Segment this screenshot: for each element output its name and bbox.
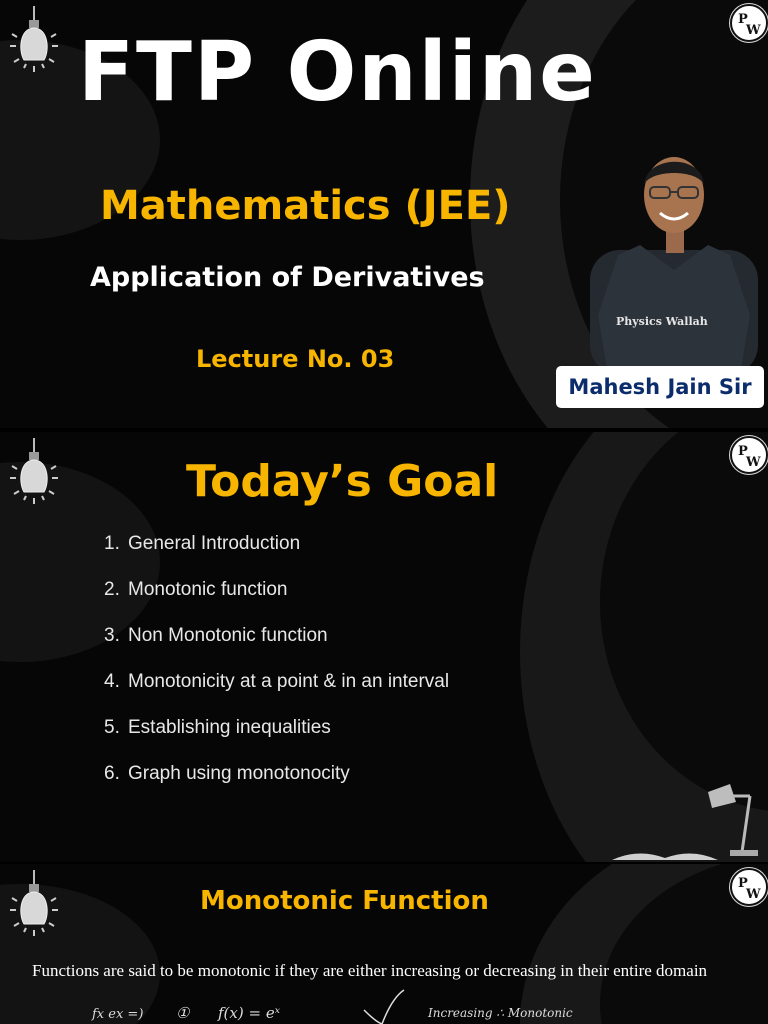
pw-logo-letter-p: P	[738, 444, 748, 459]
lightbulb-icon	[8, 870, 60, 948]
list-item-number: 3.	[104, 625, 120, 646]
chapter-title: Application of Derivatives	[90, 262, 485, 293]
list-item-text: Monotonicity at a point & in an interval	[128, 671, 450, 692]
handwriting-formula: f(x) = eˣ	[218, 1004, 281, 1022]
course-title: FTP Online	[78, 25, 597, 120]
list-item-text: General Introduction	[128, 533, 301, 554]
section-title: Monotonic Function	[200, 886, 489, 916]
list-item-text: Monotonic function	[128, 579, 288, 600]
pw-logo-letter-p: P	[738, 12, 748, 27]
list-item-number: 4.	[104, 671, 120, 692]
shirt-logo-text: Physics Wallah	[616, 315, 708, 328]
list-item-text: Establishing inequalities	[128, 717, 331, 738]
list-item-text: Graph using monotonocity	[128, 763, 350, 784]
graph-sketch	[360, 988, 420, 1024]
list-item	[104, 578, 449, 624]
list-item	[104, 762, 449, 808]
list-item	[104, 670, 449, 716]
handwriting-note: ①	[176, 1004, 190, 1022]
book-icon	[610, 846, 720, 862]
lecture-number: Lecture No. 03	[196, 345, 395, 373]
list-item	[104, 624, 449, 670]
teacher-name: Mahesh Jain Sir	[568, 375, 752, 399]
list-item-number: 2.	[104, 579, 120, 600]
subject-title: Mathematics (JEE)	[100, 183, 511, 229]
lightbulb-icon	[8, 438, 60, 516]
list-item-number: 5.	[104, 717, 120, 738]
list-item	[104, 532, 449, 578]
definition-text: Functions are said to be monotonic if they are either increasing or decreasing in their entire domain	[32, 961, 708, 980]
pw-logo-letter-w: W	[746, 887, 761, 902]
monotonic-slide	[0, 864, 768, 1024]
teacher-name-card	[556, 366, 764, 408]
pw-logo-letter-p: P	[738, 876, 748, 891]
goals-list	[104, 532, 449, 808]
handwriting-note: Increasing ∴ Monotonic	[428, 1006, 573, 1020]
list-item-text: Non Monotonic function	[128, 625, 328, 646]
teacher-photo	[580, 145, 768, 375]
pw-logo	[730, 4, 768, 42]
lightbulb-icon	[8, 6, 60, 84]
pw-logo	[730, 436, 768, 474]
pw-logo-letter-w: W	[746, 23, 761, 38]
goals-slide	[0, 432, 768, 862]
goals-title: Today’s Goal	[186, 456, 499, 507]
list-item	[104, 716, 449, 762]
pw-logo	[730, 868, 768, 906]
list-item-number: 6.	[104, 763, 120, 784]
title-slide	[0, 0, 768, 428]
pw-logo-letter-w: W	[746, 455, 761, 470]
list-item-number: 1.	[104, 533, 120, 554]
handwriting-note: fx ex =)	[92, 1007, 144, 1022]
